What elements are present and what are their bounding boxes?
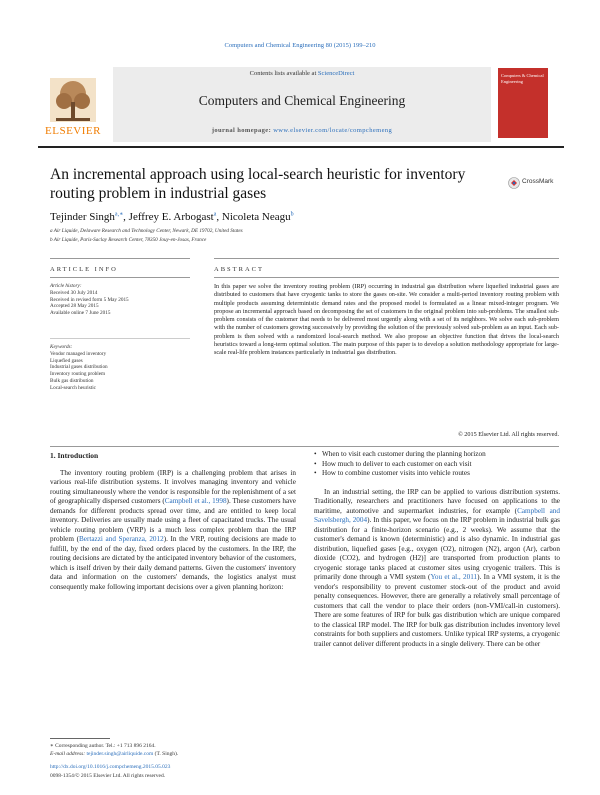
keyword-item: Vendor managed inventory xyxy=(50,350,107,357)
journal-title: Computers and Chemical Engineering xyxy=(198,93,406,108)
cover-title: Computers & Chemical Engineering xyxy=(501,73,544,84)
keyword-item: Inventory routing problem xyxy=(50,371,106,378)
keywords-heading: Keywords: xyxy=(50,344,73,350)
journal-reference[interactable]: Computers and Chemical Engineering 80 (2015) 199–210 xyxy=(224,42,376,49)
corresponding-author-note: ∗ Corresponding author. Tel.: +1 713 896 2164. xyxy=(50,743,156,749)
abstract-top-rule xyxy=(214,258,559,259)
email-note: E-mail address: tejinder.singh@airliquide.com (T. Singh). xyxy=(50,751,179,757)
info-mid-rule xyxy=(50,277,190,278)
history-item: Accepted 28 May 2015 xyxy=(50,303,99,310)
footnote-rule xyxy=(50,738,110,739)
article-info-label: ARTICLE INFO xyxy=(50,266,118,273)
history-heading: Article history: xyxy=(50,283,82,289)
doi-link[interactable]: http://dx.doi.org/10.1016/j.compchemeng.2015.05.023 xyxy=(50,764,171,770)
issn-line: 0098-1354/© 2015 Elsevier Ltd. All rights reserved. xyxy=(50,773,166,779)
contents-prefix: Contents lists available at xyxy=(249,70,318,77)
homepage-label: journal homepage: xyxy=(211,127,272,134)
citation-link[interactable]: You et al., 2011 xyxy=(430,573,478,581)
publisher-name: ELSEVIER xyxy=(45,125,101,137)
list-item: • How much to deliver to each customer on each visit xyxy=(314,460,560,470)
keyword-item: Liquefied gases xyxy=(50,357,83,364)
crossmark-label[interactable]: CrossMark xyxy=(522,178,554,185)
abstract-mid-rule xyxy=(214,277,559,278)
contents-line xyxy=(113,70,491,77)
info-divider xyxy=(50,338,190,339)
abstract-bottom-rule xyxy=(50,446,559,447)
intro-heading: 1. Introduction xyxy=(50,451,99,460)
citation-link[interactable]: Bertazzi and Speranza, 2012 xyxy=(78,535,164,543)
email-link[interactable]: tejinder.singh@airliquide.com xyxy=(86,751,154,757)
author-1[interactable]: Tejinder Singh$^{a,∗}$, xyxy=(50,210,129,223)
affiliation-b: b Air Liquide, Paris-Saclay Research Center, 78350 Jouy-en-Josas, France xyxy=(50,237,207,243)
journal-homepage xyxy=(113,127,491,134)
intro-paragraph-1: The inventory routing problem (IRP) is a challenging problem that arises in various real-life distribution systems. It involves managing inventory and vehicle routing simultaneously where the vendor is responsible for the replenishment of a set of geographically dispersed customers (Campbell et al., 1998). These customers have demands for different products spread over time, and are entitled to keep local inventory. Deliveries are usually made using a fleet of capacitated trucks. The usual vehicle routing problem (VRP) is a much less complex problem than the IRP problem (Bertazzi and Speranza, 2012). In the VRP, routing decisions are made to fulfill, by the end of the day, fixed orders placed by the customers. In the IRP, the routing decisions are dictated by the anticipated inventory behavior of the customers, which is itself driven by their daily demand patterns. Given the customers' inventory data and information on the customers' demands, the logistics analyst must consequently make following important decisions over a given planning horizon: xyxy=(50,468,296,591)
intro-right-column xyxy=(314,450,560,649)
history-item: Available online 7 June 2015 xyxy=(50,310,111,317)
intro-paragraph-2: In an industrial setting, the IRP can be applied to various distribution systems. Traditionally, researchers and practitioners have focused on applications to the maritime, automotive and supermarket industries, for example (Campbell and Savelsbergh, 2004). In this paper, we focus on the IRP problem in industrial bulk gas distribution for a finite-horizon scenario (e.g., 2 weeks). We assume that the customer's demand is known (deterministic) and is also dynamic. In industrial gas distribution, liquefied gases [e.g., oxygen (O2), nitrogen (N2), argon (Ar), carbon dioxide (CO2), and hydrogen (H2)] are transported from production plants to cryogenic storage tanks placed at customer sites using cryogenic trailers. This is primarily done through a VMI system (You et al., 2011). In a VMI system, it is the vendor's responsibility to prevent customer stock-out of the product and avoid penalty consequences. However, there are generally a relatively small percentage of customers that call the vendor to place their orders (non-VMI/call-in customers). There are some features of IRP for bulk gas distribution which are unique compared to the classical IRP model. The IRP for bulk gas distribution includes inventory level constraints for both suppliers and customers. Unlike typical IRP systems, a cryogenic trailer cannot deliver different products in a single delivery. There can be other xyxy=(314,487,560,648)
abstract-copyright: © 2015 Elsevier Ltd. All rights reserved. xyxy=(458,431,559,438)
abstract-label: ABSTRACT xyxy=(214,266,264,273)
citation-link[interactable]: Campbell et al., 1998 xyxy=(164,497,227,505)
history-item: Received in revised form 5 May 2015 xyxy=(50,296,129,303)
keywords-block xyxy=(50,344,190,392)
list-item: • How to combine customer visits into vehicle routes xyxy=(314,469,560,479)
article-title: An incremental approach using local-search heuristic for inventory routing problem in industrial gases xyxy=(50,166,466,202)
decision-list xyxy=(314,450,560,479)
keyword-item: Bulk gas distribution xyxy=(50,377,94,384)
author-3[interactable]: Nicoleta Neagu$^b$ xyxy=(221,210,294,223)
homepage-link[interactable]: www.elsevier.com/locate/compchemeng xyxy=(273,127,393,134)
article-history xyxy=(50,283,190,317)
sciencedirect-link[interactable]: ScienceDirect xyxy=(317,70,355,77)
citation-link[interactable]: Campbell and Savelsbergh, 2004 xyxy=(314,506,560,524)
author-list xyxy=(50,210,510,223)
history-item: Received 30 July 2014 xyxy=(50,289,98,296)
keyword-item: Local-search heuristic xyxy=(50,384,96,391)
abstract-text: In this paper we solve the inventory routing problem (IRP) occurring in industrial gas distribution where liquefied industrial gases are distributed to customers that have cryogenic tanks to store the gases on-site. We consider a multi-period inventory routing problem with multiple products assuming deterministic demand rates and the proposed model is formulated as a linear mixed-integer program. We propose an incremental approach based on decomposing the set of customers in the original problem into sub-problems. The smallest sub-problem consists of the customer that needs to be delivered most urgently along with a set of its neighbors. We solve each sub-problem with the number of customers growing successively by providing the solution of the previously solved sub-problem as an input. Each sub-problem is then solved with a randomized local-search method. We also propose an objective function that drives the local-search heuristics toward a long-term optimal solution. The main purpose of this paper is to develop a solution methodology appropriate for large-scale real-life problem instances particularly in industrial gas distribution. xyxy=(214,283,559,357)
affiliation-a: a Air Liquide, Delaware Research and Technology Center, Newark, DE 19702, United States xyxy=(50,228,243,234)
author-2[interactable]: Jeffrey E. Arbogast$^a$, xyxy=(128,210,222,223)
keyword-item: Industrial gases distribution xyxy=(50,364,108,371)
header-divider xyxy=(38,146,564,148)
info-top-rule xyxy=(50,258,190,259)
intro-left-column xyxy=(50,451,296,592)
list-item: • When to visit each customer during the planning horizon xyxy=(314,450,560,460)
